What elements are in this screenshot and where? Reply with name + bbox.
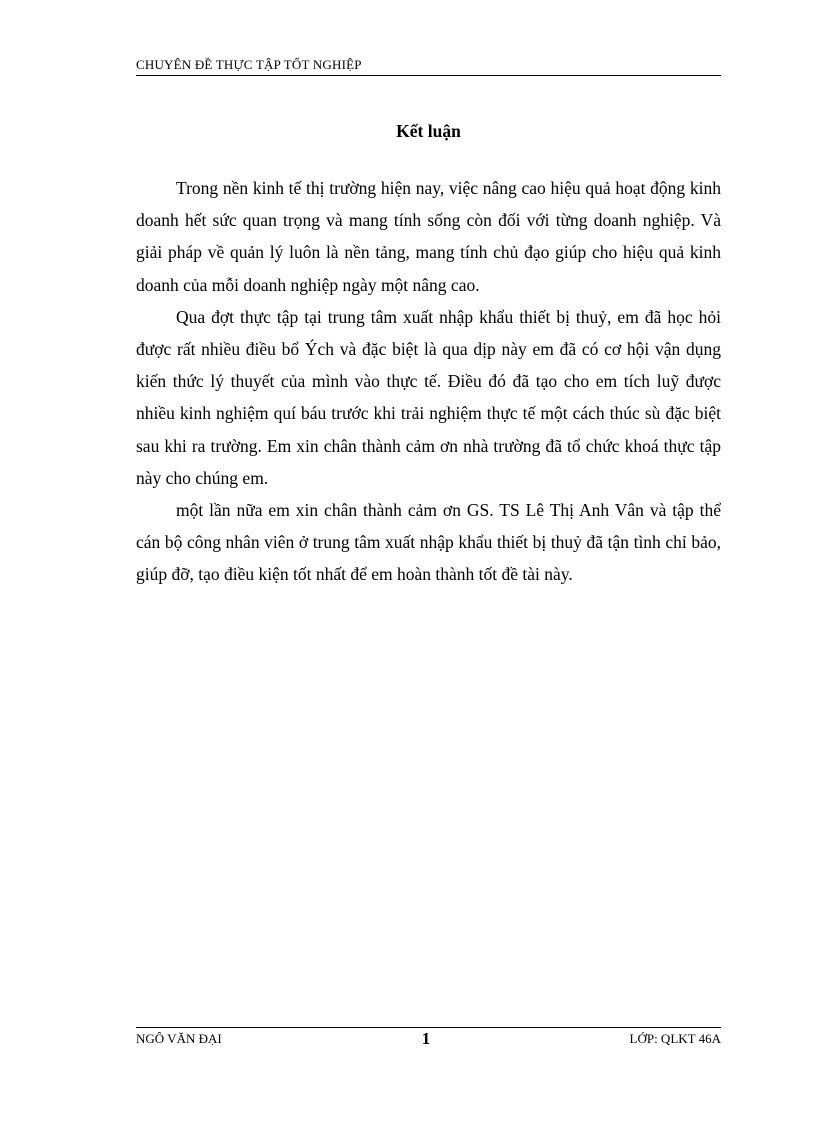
paragraph-thanks: một lần nữa em xin chân thành cảm ơn GS. TS Lê Thị Anh Vân và tập thể cán bộ công nhân viên ở trung tâm xuất nhập khẩu thiết bị thuỷ đã tận tình chỉ bảo, giúp đỡ, tạo điều kiện tốt nhất để em hoàn thành tốt đề tài này. — [136, 500, 721, 585]
paragraph-intro: Trong nền kinh tế thị trường hiện nay, việc nâng cao hiệu quả hoạt động kinh doanh hết sức quan trọng và mang tính sống còn đối với từng doanh nghiệp. Và giải pháp về quản lý luôn là nền tảng, mang tính chủ đạo giúp cho hiệu quả kinh doanh của mỗi doanh nghiệp ngày một nâng cao. — [136, 178, 721, 295]
header-divider — [136, 75, 721, 76]
page-header-title: CHUYÊN ĐỀ THỰC TẬP TỐT NGHIỆP — [136, 57, 362, 72]
footer-author: NGÔ VĂN ĐẠI — [136, 1031, 222, 1046]
footer-divider — [136, 1027, 721, 1028]
document-body — [136, 172, 721, 591]
page-number: 1 — [421, 1029, 431, 1048]
paragraph-internship: Qua đợt thực tập tại trung tâm xuất nhập khẩu thiết bị thuỷ, em đã học hỏi được rất nhiều điều bổ Ých và đặc biệt là qua dịp này em đã có cơ hội vận dụng kiến thức lý thuyết của mình vào thực tế. Điều đó đã tạo cho em tích luỹ được nhiều kinh nghiệm quí báu trước khi trải nghiệm thực tế một cách thúc sù đặc biệt sau khi ra trường. Em xin chân thành cảm ơn nhà trường đã tổ chức khoá thực tập này cho chúng em. — [136, 306, 721, 488]
footer-class: LỚP: QLKT 46A — [629, 1031, 721, 1046]
document-title: Kết luận — [396, 121, 461, 141]
